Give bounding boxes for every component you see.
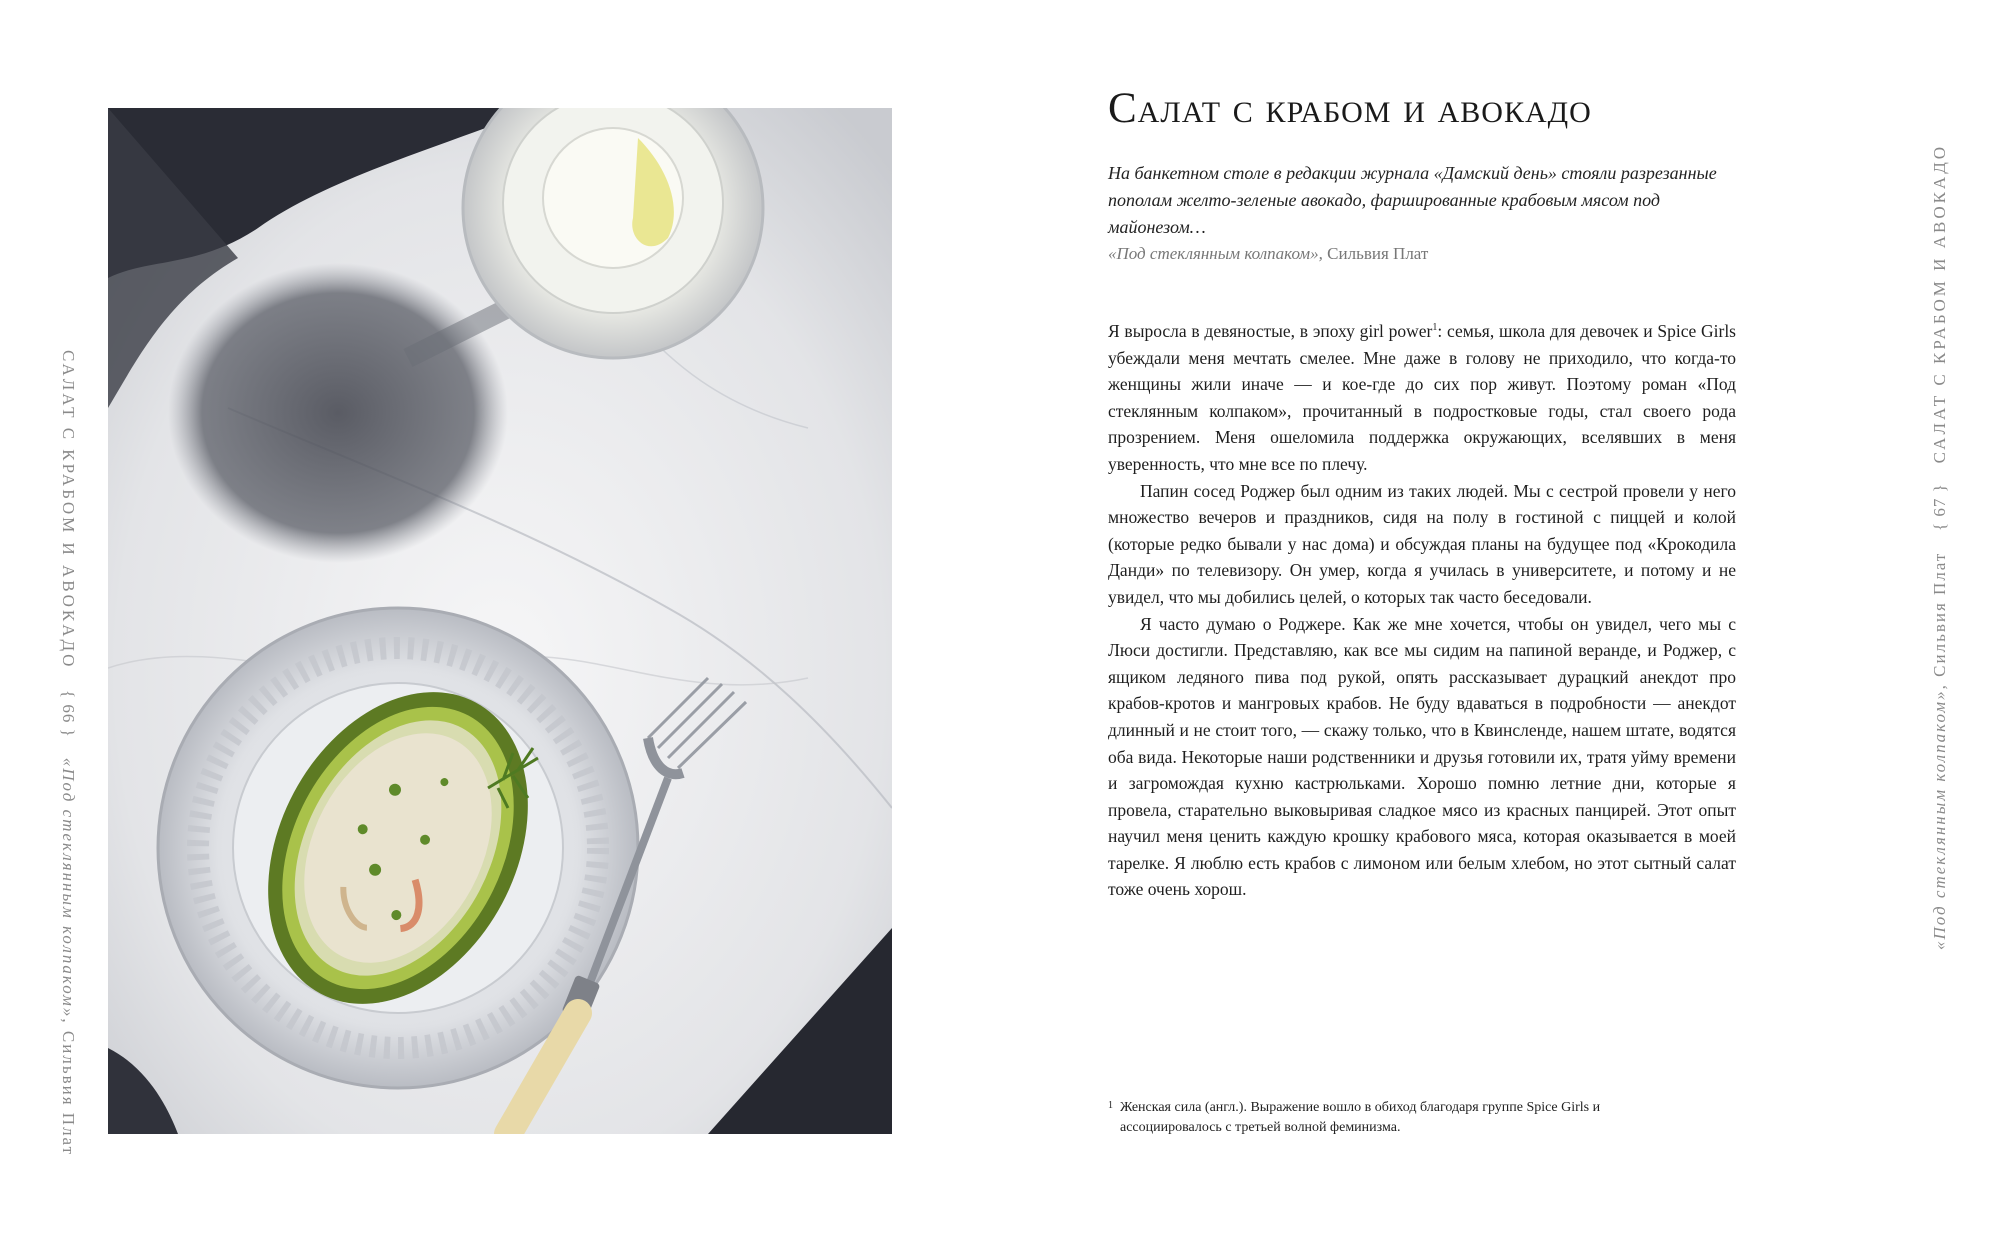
footnote [1108,1098,1668,1138]
page-number: { 66 } [59,689,78,738]
footnote-mark: 1 [1108,1100,1113,1111]
running-head-source: «Под стеклянным колпаком», Сильвия Плат [59,757,78,1157]
paragraph: Я часто думаю о Роджере. Как же мне хочется, чтобы он увидел, чего мы с Люси достигли. Представляю, как все мы сидим на папиной веранде, и Роджер, с ящиком ледяного пива под рукой, опять рассказывает дурацкий анекдот про крабов-кротов и мангровых крабов. Не буду вдаваться в подробности — анекдот длинный и не стоит того, — скажу только, что в Квинсленде, нашем штате, водятся оба вида. Некоторые наши родственники и друзья готовили их, тратя уйму времени и загромождая кухню кастрюльками. Хорошо помню летние дни, которые я провела, старательно выковыривая сладкое мясо из красных панцирей. Этот опыт научил меня ценить каждую крошку крабового мяса, которая оказывается в моей тарелке. Я люблю есть крабов с лимоном или белым хлебом, но этот сытный салат тоже очень хорош. [1108,613,1736,900]
page-number: { 67 } [1930,483,1949,532]
footnote-text: Женская сила (англ.). Выражение вошло в обиход благодаря группе Spice Girls и ассоциировалось с третьей волной феминизма. [1120,1100,1601,1135]
recipe-title: Салат с крабом и авокадо [1108,85,1592,132]
food-photo [108,108,892,1134]
paragraph: Папин сосед Роджер был одним из таких людей. Мы с сестрой провели у него множество вечеров и праздников, сидя на полу в гостиной с пиццей и колой (которые редко бывали у нас дома) и обсуждая планы на будущее под «Крокодила Данди» по телевизору. Он умер, когда я училась в университете, и потому и не увидел, что мы добились целей, о которых так часто беседовали. [1108,480,1736,607]
epigraph-source: «Под стеклянным колпаком», Сильвия Плат [1108,244,1429,263]
crab-avocado-photo-illustration [108,108,892,1134]
running-head-title: САЛАТ С КРАБОМ И АВОКАДО [59,350,78,670]
footnote-reference[interactable]: 1 [1432,322,1438,334]
paragraph: Я выросла в девяностые, в эпоху girl power$^1$: семья, школа для девочек и Spice Girls убеждали меня мечтать смелее. Мне даже в голову не приходило, что когда-то женщины жили иначе — и кое-где до сих пор живут. Поэтому роман «Под стеклянным колпаком», прочитанный в подростковые годы, стал своего рода прозрением. Меня ошеломила поддержка окружающих, вселявших в меня уверенность, что мне все по плечу. [1108,321,1736,474]
right-page [1000,0,2000,1243]
left-running-head [38,350,78,1157]
body-text [1108,318,1736,903]
right-running-head [1930,143,1970,950]
running-head-source: «Под стеклянным колпаком», Сильвия Плат [1930,551,1949,950]
epigraph: На банкетном столе в редакции журнала «Дамский день» стояли разрезанные пополам желто-зеленые авокадо, фаршированные крабовым мясом под майонезом… [1108,163,1717,237]
running-head-title: САЛАТ С КРАБОМ И АВОКАДО [1930,143,1949,464]
